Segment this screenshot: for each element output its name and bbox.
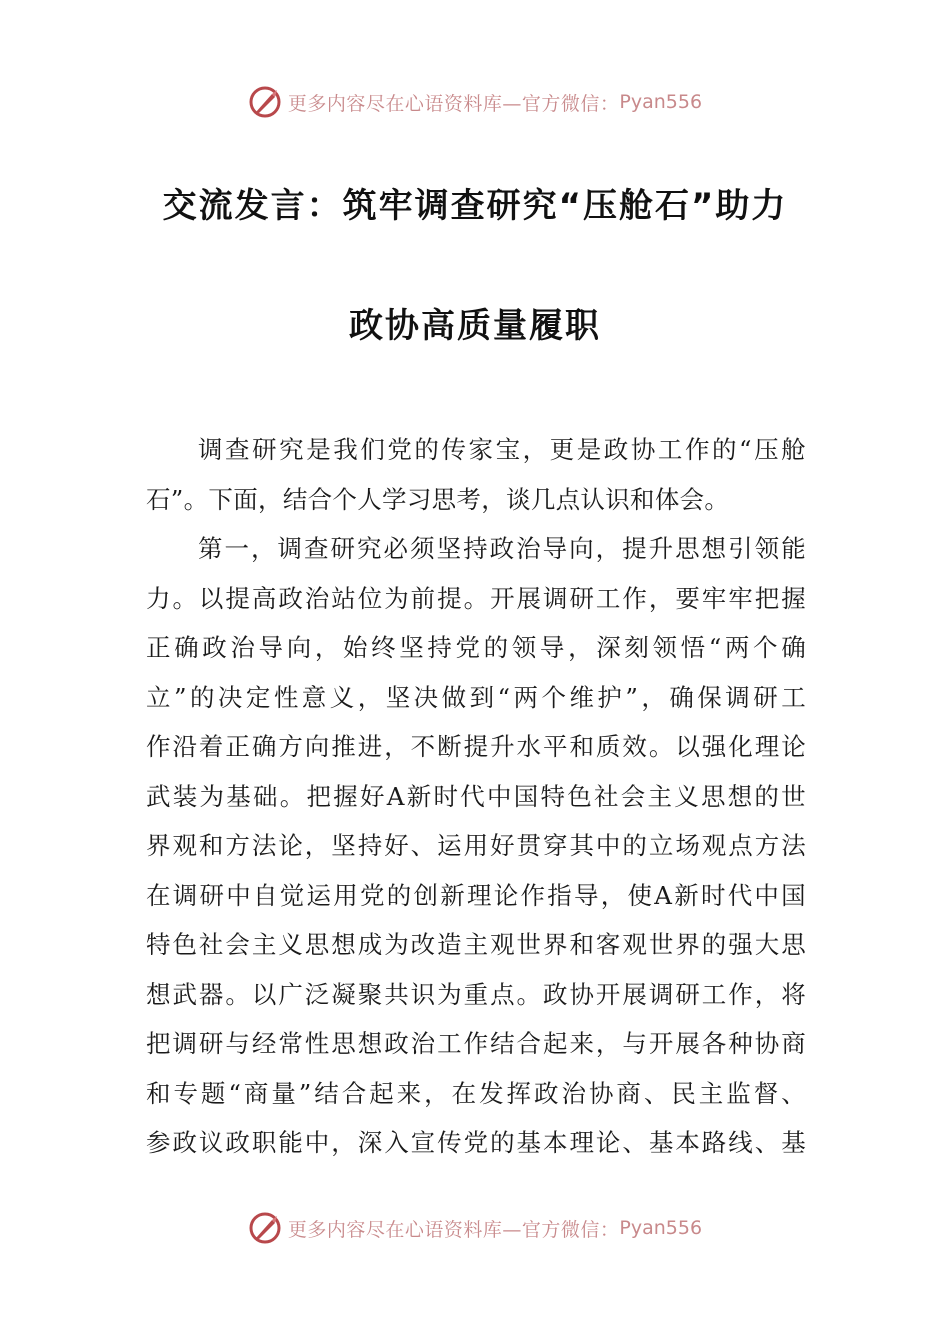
body-line: 作沿着正确方向推进，不断提升水平和质效。以强化理论	[146, 732, 806, 761]
quill-logo-icon	[248, 85, 282, 119]
watermark-text: 更多内容尽在心语资料库—官方微信：	[287, 92, 620, 115]
body-line: 第一，调查研究必须坚持政治导向，提升思想引领能	[198, 534, 806, 563]
document-title-line-2: 政协高质量履职	[349, 306, 601, 346]
body-line: 武装为基础。把握好A新时代中国特色社会主义思想的世	[146, 781, 806, 811]
body-text	[146, 425, 806, 1168]
body-line: 界观和方法论，坚持好、运用好贯穿其中的立场观点方法	[146, 831, 806, 860]
body-line: 力。以提高政治站位为前提。开展调研工作，要牢牢把握	[146, 583, 806, 613]
body-line: 正确政治导向，始终坚持党的领导，深刻领悟“两个确	[146, 633, 806, 662]
document-title-line-1: 交流发言：筑牢调查研究“压舱石”助力	[162, 186, 788, 226]
footer-watermark	[0, 1208, 950, 1248]
body-line: 把调研与经常性思想政治工作结合起来，与开展各种协商	[146, 1029, 806, 1058]
watermark-wechat-id: Pyan556	[619, 1217, 703, 1239]
watermark-text: 更多内容尽在心语资料库—官方微信：	[287, 1218, 620, 1241]
body-line: 参政议政职能中，深入宣传党的基本理论、基本路线、基	[146, 1128, 806, 1157]
body-line: 石”。下面，结合个人学习思考，谈几点认识和体会。	[146, 484, 730, 514]
body-line: 想武器。以广泛凝聚共识为重点。政协开展调研工作，将	[146, 979, 806, 1009]
body-line: 和专题“商量”结合起来，在发挥政治协商、民主监督、	[146, 1078, 806, 1108]
body-line: 立”的决定性意义，坚决做到“两个维护”，确保调研工	[146, 682, 806, 712]
watermark-wechat-id: Pyan556	[619, 91, 703, 113]
body-line: 调查研究是我们党的传家宝，更是政协工作的“压舱	[198, 435, 806, 464]
header-watermark	[0, 82, 950, 122]
body-line: 特色社会主义思想成为改造主观世界和客观世界的强大思	[146, 930, 806, 959]
body-line: 在调研中自觉运用党的创新理论作指导，使A新时代中国	[146, 880, 806, 910]
quill-logo-icon	[248, 1211, 282, 1245]
